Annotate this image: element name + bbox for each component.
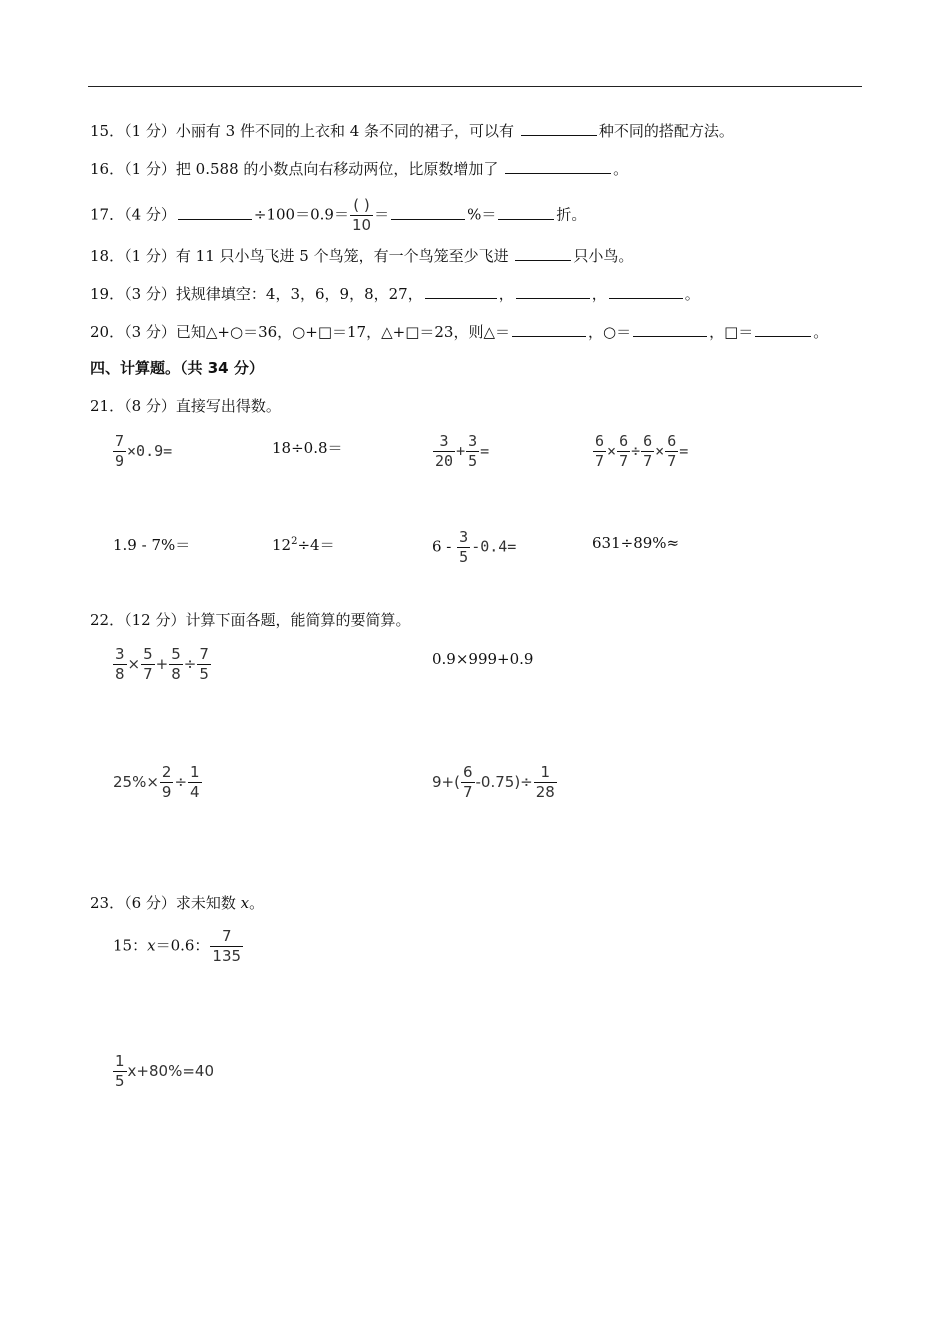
q15-suffix: 种不同的搭配方法。 <box>598 122 734 140</box>
q17-division: ÷100＝0.9＝ <box>253 205 349 224</box>
frac-denominator: 7 <box>462 783 473 801</box>
q21-expr-1 <box>112 432 172 471</box>
expr-middle: -0.75)÷ <box>475 773 533 791</box>
exponent: 2 <box>291 536 298 547</box>
question-16 <box>90 159 628 179</box>
equals: = <box>679 442 689 460</box>
frac-numerator: 6 <box>619 432 629 450</box>
operator: × <box>127 655 141 673</box>
frac-denominator: 7 <box>143 665 153 683</box>
q21-expr-7 <box>432 528 516 567</box>
frac-denominator: 8 <box>171 665 181 683</box>
frac-numerator: 3 <box>115 645 125 663</box>
frac-numerator: 5 <box>171 645 181 663</box>
q21-expr-8: 631÷89%≈ <box>592 534 680 552</box>
expr-prefix: 9+( <box>432 773 460 791</box>
q18-answer-blank[interactable] <box>515 246 571 261</box>
frac-numerator: 1 <box>115 1052 125 1070</box>
q23-title <box>90 893 264 913</box>
q21-expr-6 <box>272 534 335 555</box>
frac-numerator: 6 <box>462 763 473 781</box>
q19-blank-2[interactable] <box>516 284 590 299</box>
operator: × <box>607 442 617 460</box>
operator: ÷ <box>183 655 197 673</box>
q20-circle-label: ，○＝ <box>588 323 632 341</box>
q19-blank-3[interactable] <box>609 284 683 299</box>
q21-expr-5: 1.9 - 7%＝ <box>113 536 191 554</box>
frac-numerator: 5 <box>143 645 153 663</box>
q19-sep-1: ， <box>498 285 514 303</box>
q17-fraction <box>350 196 373 235</box>
q20-blank-square[interactable] <box>755 322 811 337</box>
question-18 <box>90 246 633 266</box>
frac-numerator: 7 <box>210 927 243 947</box>
frac-denominator: 5 <box>199 665 209 683</box>
q19-text: 19．（3 分）找规律填空：4，3，6，9，8，27， <box>90 285 423 303</box>
q17-blank-1[interactable] <box>178 205 252 220</box>
q22-expr-2: 0.9×999+0.9 <box>432 650 534 668</box>
q23-variable: x <box>240 894 250 912</box>
frac-denominator: 7 <box>643 452 653 470</box>
q22-expr-4 <box>432 763 558 802</box>
frac-denominator: 20 <box>435 452 454 470</box>
question-19 <box>90 284 700 304</box>
frac-numerator: 2 <box>161 763 172 781</box>
q18-suffix: 只小鸟。 <box>573 247 634 265</box>
frac-denominator: 7 <box>619 452 629 470</box>
q16-text: 16．（1 分）把 0.588 的小数点向右移动两位，比原数增加了 <box>90 160 504 178</box>
expr-text: -0.4= <box>471 537 517 556</box>
q15-text: 15．（1 分）小丽有 3 件不同的上衣和 4 条不同的裙子，可以有 <box>90 122 519 140</box>
q17-equals: ＝ <box>374 205 390 224</box>
q20-blank-circle[interactable] <box>633 322 707 337</box>
q17-text: 17．（4 分） <box>90 205 176 224</box>
q17-fraction-denominator: 10 <box>351 216 372 234</box>
frac-denominator: 135 <box>212 947 242 965</box>
q20-end: 。 <box>813 323 829 341</box>
variable: x <box>147 936 156 955</box>
q16-answer-blank[interactable] <box>505 159 611 174</box>
q17-blank-2[interactable] <box>391 205 465 220</box>
q17-fraction-numerator[interactable]: ( ) <box>350 196 373 216</box>
question-15 <box>90 121 734 141</box>
frac-denominator: 5 <box>468 452 478 470</box>
q22-expr-1 <box>112 645 212 684</box>
frac-denominator: 5 <box>459 548 469 566</box>
operator: + <box>155 655 169 673</box>
frac-numerator: 6 <box>643 432 653 450</box>
q17-suffix: 折。 <box>556 205 587 224</box>
expr-prefix: 6 - <box>432 537 457 556</box>
q17-percent: %＝ <box>467 205 497 224</box>
q18-text: 18．（1 分）有 11 只小鸟飞进 5 个鸟笼，有一个鸟笼至少飞进 <box>90 247 514 265</box>
q21-expr-4 <box>592 432 688 471</box>
q23-expr-2 <box>112 1052 214 1091</box>
frac-numerator: 6 <box>595 432 605 450</box>
q21-expr-2: 18÷0.8＝ <box>272 439 343 457</box>
frac-numerator: 3 <box>433 432 455 452</box>
frac-numerator: 6 <box>667 432 677 450</box>
operator: ÷ <box>174 773 188 791</box>
operator: × <box>655 442 665 460</box>
q17-blank-3[interactable] <box>498 205 554 220</box>
expr-prefix: 25%× <box>113 773 159 791</box>
q21-expr-3 <box>432 432 489 471</box>
q20-blank-triangle[interactable] <box>512 322 586 337</box>
q16-suffix: 。 <box>613 160 629 178</box>
operator: ÷ <box>631 442 641 460</box>
q20-text: 20．（3 分）已知△+○＝36，○+□＝17，△+□＝23，则△＝ <box>90 323 510 341</box>
q20-square-label: ，□＝ <box>709 323 754 341</box>
q19-sep-2: ， <box>591 285 607 303</box>
operator: + <box>456 442 466 460</box>
frac-denominator: 9 <box>161 783 172 801</box>
q22-title: 22．（12 分）计算下面各题，能简算的要简算。 <box>90 611 411 629</box>
header-rule <box>88 86 862 87</box>
frac-numerator: 3 <box>459 528 469 546</box>
expr-middle: ＝0.6： <box>155 936 210 955</box>
frac-denominator: 4 <box>190 783 200 801</box>
frac-denominator: 28 <box>535 783 555 801</box>
frac-denominator: 7 <box>667 452 677 470</box>
q15-answer-blank[interactable] <box>521 121 597 136</box>
q22-expr-3 <box>113 763 203 802</box>
q23-expr-1 <box>113 927 244 966</box>
frac-numerator: 7 <box>199 645 209 663</box>
section-4-heading: 四、计算题。（共 34 分） <box>90 359 264 377</box>
frac-numerator: 1 <box>190 763 200 781</box>
q19-blank-1[interactable] <box>425 284 497 299</box>
equals: = <box>480 442 490 460</box>
frac-numerator: 1 <box>534 763 557 783</box>
question-17 <box>90 196 586 235</box>
question-20 <box>90 322 828 342</box>
q23-title-text: 23．（6 分）求未知数 <box>90 894 241 912</box>
expr-text: ×0.9= <box>127 442 173 460</box>
frac-denominator: 7 <box>595 452 605 470</box>
frac-denominator: 5 <box>115 1072 125 1090</box>
expr-text: ÷4＝ <box>297 536 335 554</box>
frac-numerator: 7 <box>115 432 125 450</box>
frac-denominator: 8 <box>115 665 125 683</box>
expr-text: x+80%=40 <box>127 1062 214 1080</box>
frac-numerator: 3 <box>468 432 478 450</box>
frac-denominator: 9 <box>115 452 125 470</box>
q19-end: 。 <box>684 285 700 303</box>
expr-prefix: 15： <box>113 936 148 955</box>
q23-title-end: 。 <box>249 894 265 912</box>
base: 12 <box>272 536 292 554</box>
q21-title: 21．（8 分）直接写出得数。 <box>90 397 281 415</box>
